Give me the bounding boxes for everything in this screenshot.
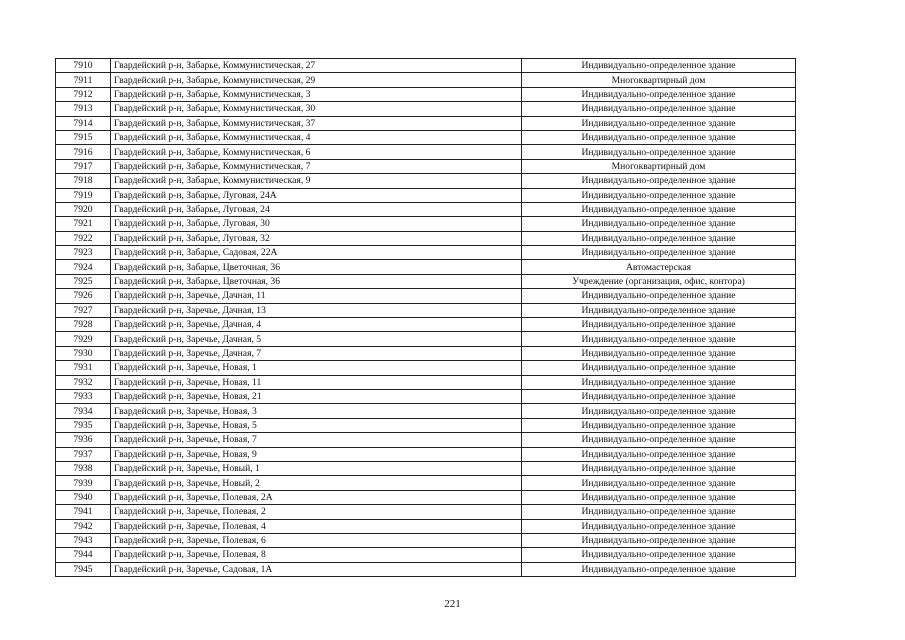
address-cell: Гвардейский р-н, Забарье, Луговая, 24А [111,188,522,202]
building-type-cell: Индивидуально-определенное здание [522,202,796,216]
address-cell: Гвардейский р-н, Заречье, Новый, 2 [111,476,522,490]
table-row [56,174,796,188]
row-number-cell: 7944 [56,548,111,562]
row-number-cell: 7935 [56,418,111,432]
row-number-cell: 7940 [56,490,111,504]
row-number-cell: 7926 [56,289,111,303]
address-cell: Гвардейский р-н, Заречье, Новая, 5 [111,418,522,432]
table-row [56,260,796,274]
address-cell: Гвардейский р-н, Заречье, Дачная, 7 [111,346,522,360]
address-cell: Гвардейский р-н, Заречье, Полевая, 8 [111,548,522,562]
address-cell: Гвардейский р-н, Забарье, Коммунистическая, 9 [111,174,522,188]
row-number-cell: 7921 [56,217,111,231]
table-row [56,102,796,116]
table-row [56,476,796,490]
address-cell: Гвардейский р-н, Заречье, Новая, 1 [111,361,522,375]
table-row [56,389,796,403]
building-type-cell: Индивидуально-определенное здание [522,476,796,490]
building-type-cell: Индивидуально-определенное здание [522,116,796,130]
address-cell: Гвардейский р-н, Заречье, Дачная, 11 [111,289,522,303]
address-cell: Гвардейский р-н, Забарье, Коммунистическая, 30 [111,102,522,116]
address-cell: Гвардейский р-н, Заречье, Новая, 9 [111,447,522,461]
table-row [56,505,796,519]
building-type-cell: Индивидуально-определенное здание [522,174,796,188]
building-type-cell: Индивидуально-определенное здание [522,87,796,101]
address-cell: Гвардейский р-н, Заречье, Дачная, 13 [111,303,522,317]
address-cell: Гвардейский р-н, Заречье, Дачная, 4 [111,318,522,332]
row-number-cell: 7930 [56,346,111,360]
building-type-cell: Индивидуально-определенное здание [522,533,796,547]
address-cell: Гвардейский р-н, Заречье, Новый, 1 [111,461,522,475]
table-row [56,188,796,202]
row-number-cell: 7929 [56,332,111,346]
table-row [56,303,796,317]
row-number-cell: 7937 [56,447,111,461]
table-row [56,318,796,332]
building-type-cell: Индивидуально-определенное здание [522,404,796,418]
address-cell: Гвардейский р-н, Забарье, Садовая, 22А [111,246,522,260]
building-type-cell: Индивидуально-определенное здание [522,318,796,332]
table-row [56,519,796,533]
table-row [56,332,796,346]
building-type-cell: Индивидуально-определенное здание [522,548,796,562]
address-cell: Гвардейский р-н, Заречье, Садовая, 1А [111,562,522,576]
address-cell: Гвардейский р-н, Заречье, Дачная, 5 [111,332,522,346]
registry-table [55,58,796,577]
table-row [56,202,796,216]
address-cell: Гвардейский р-н, Забарье, Коммунистическая, 29 [111,73,522,87]
building-type-cell: Индивидуально-определенное здание [522,461,796,475]
table-row [56,361,796,375]
row-number-cell: 7934 [56,404,111,418]
row-number-cell: 7928 [56,318,111,332]
building-type-cell: Индивидуально-определенное здание [522,303,796,317]
address-cell: Гвардейский р-н, Забарье, Цветочная, 36 [111,260,522,274]
address-cell: Гвардейский р-н, Заречье, Полевая, 6 [111,533,522,547]
address-cell: Гвардейский р-н, Забарье, Цветочная, 36 [111,274,522,288]
address-cell: Гвардейский р-н, Заречье, Полевая, 4 [111,519,522,533]
address-cell: Гвардейский р-н, Забарье, Коммунистическая, 3 [111,87,522,101]
address-cell: Гвардейский р-н, Забарье, Луговая, 32 [111,231,522,245]
building-type-cell: Индивидуально-определенное здание [522,246,796,260]
table-row [56,418,796,432]
row-number-cell: 7932 [56,375,111,389]
row-number-cell: 7912 [56,87,111,101]
row-number-cell: 7918 [56,174,111,188]
building-type-cell: Индивидуально-определенное здание [522,375,796,389]
building-type-cell: Учреждение (организация, офис, контора) [522,274,796,288]
address-cell: Гвардейский р-н, Забарье, Коммунистическая, 37 [111,116,522,130]
row-number-cell: 7927 [56,303,111,317]
row-number-cell: 7945 [56,562,111,576]
building-type-cell: Индивидуально-определенное здание [522,389,796,403]
building-type-cell: Индивидуально-определенное здание [522,130,796,144]
address-cell: Гвардейский р-н, Заречье, Новая, 3 [111,404,522,418]
building-type-cell: Индивидуально-определенное здание [522,102,796,116]
row-number-cell: 7938 [56,461,111,475]
row-number-cell: 7924 [56,260,111,274]
building-type-cell: Индивидуально-определенное здание [522,562,796,576]
table-row [56,145,796,159]
building-type-cell: Индивидуально-определенное здание [522,217,796,231]
building-type-cell: Индивидуально-определенное здание [522,145,796,159]
table-row [56,461,796,475]
address-cell: Гвардейский р-н, Заречье, Новая, 21 [111,389,522,403]
building-type-cell: Индивидуально-определенное здание [522,433,796,447]
building-type-cell: Индивидуально-определенное здание [522,59,796,73]
table-row [56,533,796,547]
table-row [56,246,796,260]
address-cell: Гвардейский р-н, Забарье, Коммунистическая, 27 [111,59,522,73]
row-number-cell: 7917 [56,159,111,173]
building-type-cell: Индивидуально-определенное здание [522,346,796,360]
row-number-cell: 7915 [56,130,111,144]
building-type-cell: Автомастерская [522,260,796,274]
building-type-cell: Индивидуально-определенное здание [522,231,796,245]
row-number-cell: 7933 [56,389,111,403]
table-row [56,548,796,562]
table-row [56,130,796,144]
building-type-cell: Индивидуально-определенное здание [522,519,796,533]
table-row [56,404,796,418]
building-type-cell: Индивидуально-определенное здание [522,289,796,303]
table-row [56,73,796,87]
table-row [56,433,796,447]
building-type-cell: Многоквартирный дом [522,73,796,87]
building-type-cell: Индивидуально-определенное здание [522,418,796,432]
row-number-cell: 7923 [56,246,111,260]
table-row [56,116,796,130]
address-cell: Гвардейский р-н, Заречье, Полевая, 2А [111,490,522,504]
table-row [56,289,796,303]
row-number-cell: 7920 [56,202,111,216]
page-number: 221 [444,598,461,610]
row-number-cell: 7919 [56,188,111,202]
table-row [56,346,796,360]
row-number-cell: 7925 [56,274,111,288]
address-cell: Гвардейский р-н, Забарье, Коммунистическая, 6 [111,145,522,159]
building-type-cell: Индивидуально-определенное здание [522,447,796,461]
building-type-cell: Индивидуально-определенное здание [522,361,796,375]
table-row [56,274,796,288]
table-row [56,447,796,461]
row-number-cell: 7914 [56,116,111,130]
building-type-cell: Индивидуально-определенное здание [522,332,796,346]
table-row [56,490,796,504]
row-number-cell: 7913 [56,102,111,116]
table-row [56,59,796,73]
table-row [56,87,796,101]
row-number-cell: 7931 [56,361,111,375]
row-number-cell: 7936 [56,433,111,447]
table-row [56,217,796,231]
row-number-cell: 7943 [56,533,111,547]
row-number-cell: 7910 [56,59,111,73]
address-cell: Гвардейский р-н, Забарье, Луговая, 30 [111,217,522,231]
row-number-cell: 7922 [56,231,111,245]
table-row [56,562,796,576]
row-number-cell: 7939 [56,476,111,490]
building-type-cell: Индивидуально-определенное здание [522,188,796,202]
table-row [56,159,796,173]
address-cell: Гвардейский р-н, Забарье, Луговая, 24 [111,202,522,216]
building-type-cell: Индивидуально-определенное здание [522,490,796,504]
address-cell: Гвардейский р-н, Забарье, Коммунистическая, 4 [111,130,522,144]
row-number-cell: 7916 [56,145,111,159]
address-cell: Гвардейский р-н, Заречье, Новая, 11 [111,375,522,389]
building-type-cell: Многоквартирный дом [522,159,796,173]
registry-table-body [56,59,796,577]
address-cell: Гвардейский р-н, Заречье, Полевая, 2 [111,505,522,519]
address-cell: Гвардейский р-н, Заречье, Новая, 7 [111,433,522,447]
table-row [56,231,796,245]
row-number-cell: 7942 [56,519,111,533]
row-number-cell: 7911 [56,73,111,87]
row-number-cell: 7941 [56,505,111,519]
table-row [56,375,796,389]
building-type-cell: Индивидуально-определенное здание [522,505,796,519]
address-cell: Гвардейский р-н, Забарье, Коммунистическая, 7 [111,159,522,173]
